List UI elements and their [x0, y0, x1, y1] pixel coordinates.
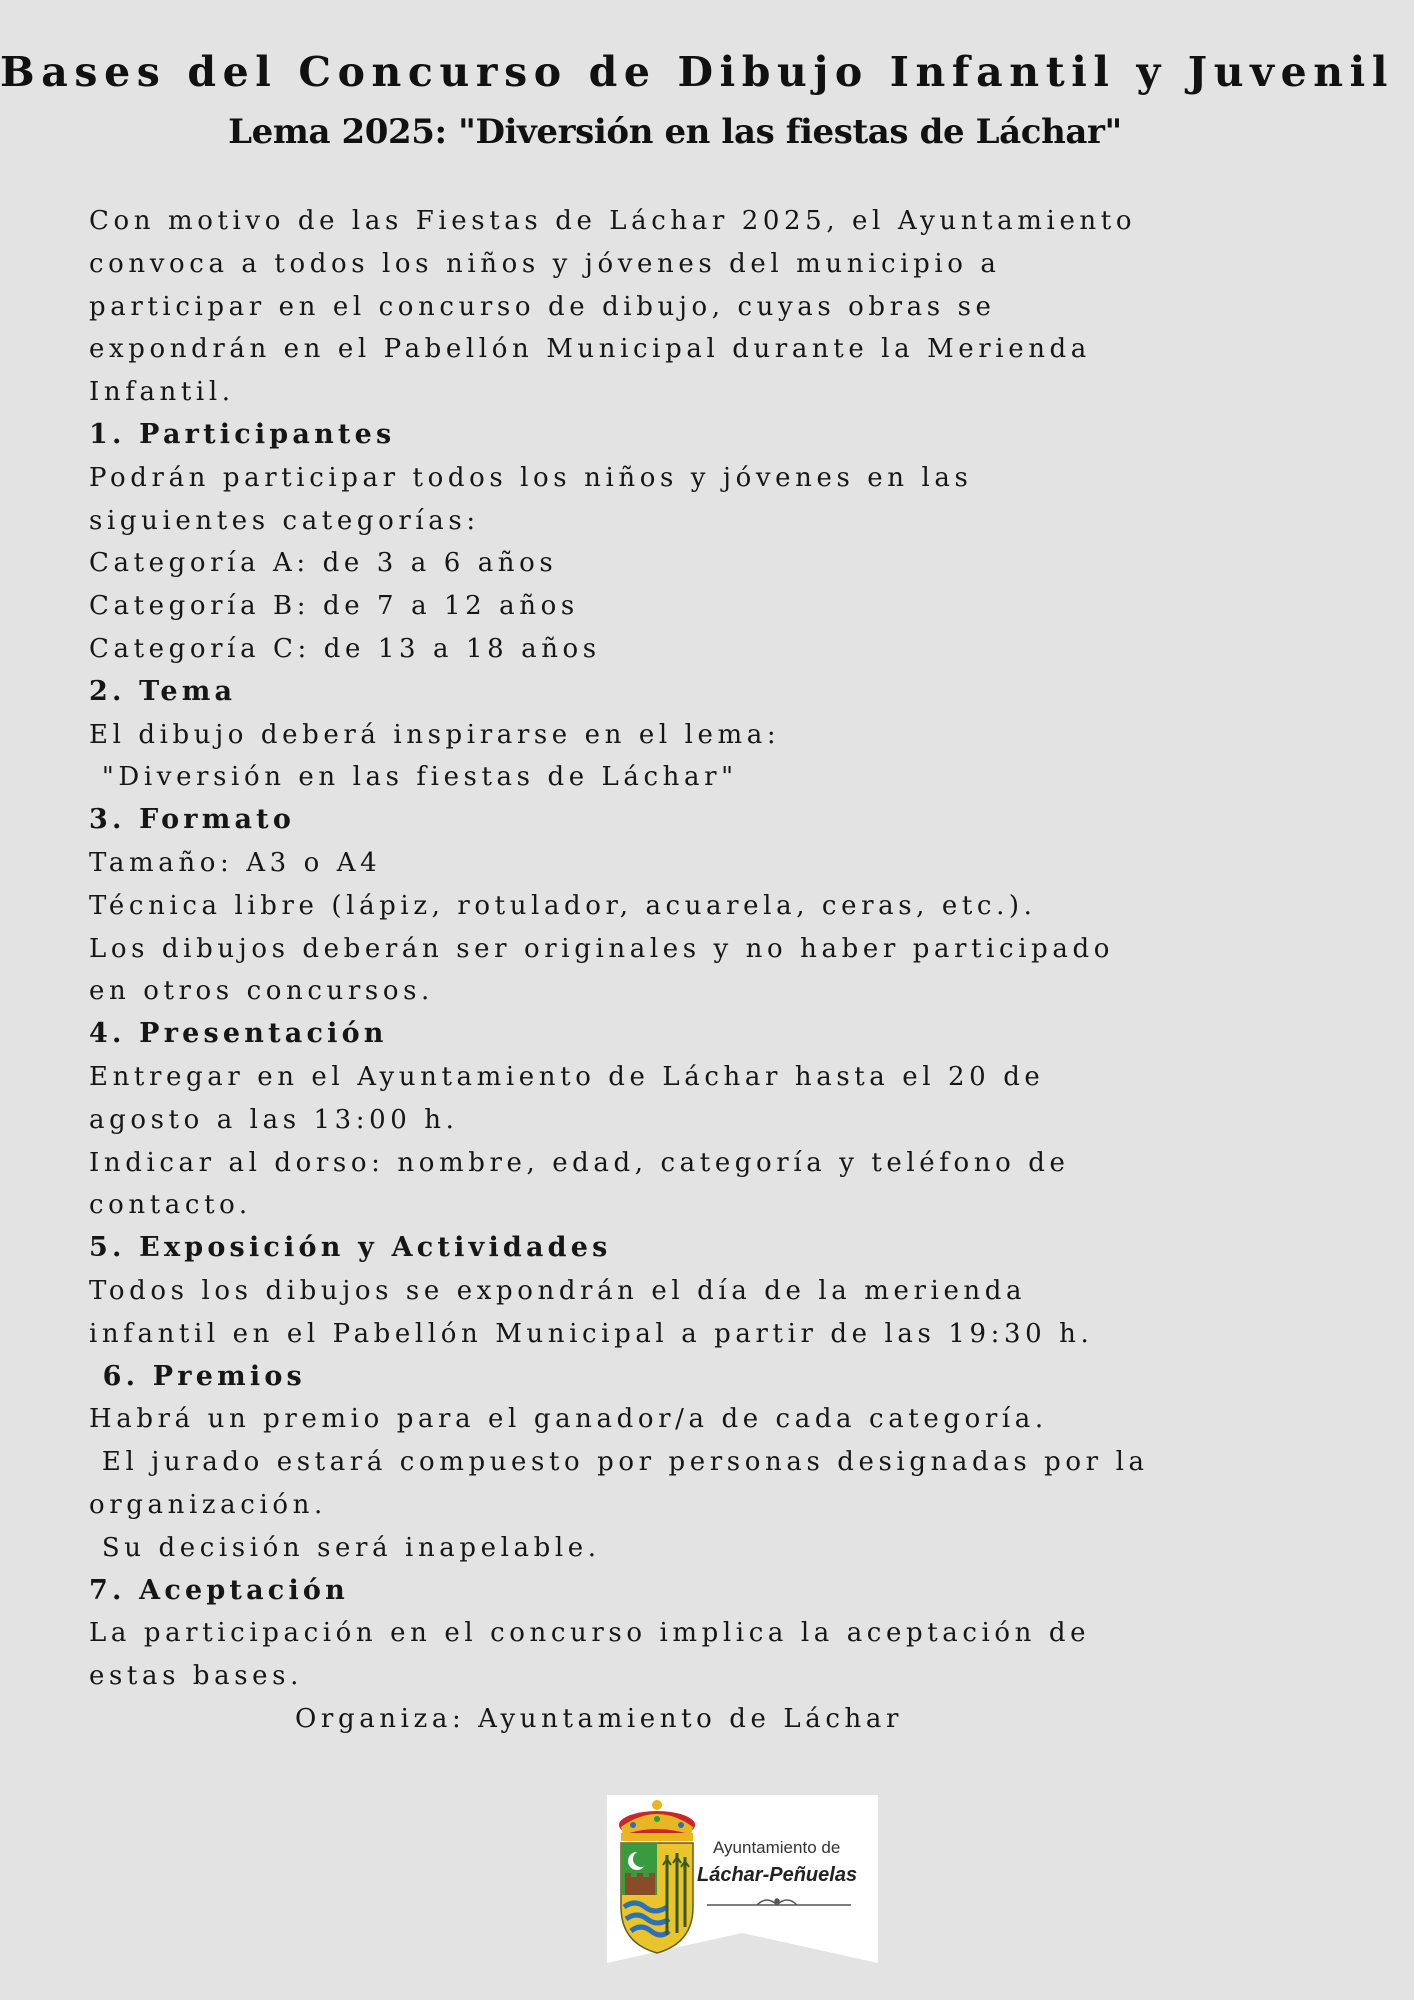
section-line: El dibujo deberá inspirarse en el lema:	[89, 719, 781, 750]
logo-text-line2: Láchar-Peñuelas	[697, 1864, 858, 1886]
section-line: agosto a las 13:00 h.	[89, 1104, 459, 1135]
section-heading-aceptacion: 7. Aceptación	[89, 1574, 349, 1606]
intro-line: convoca a todos los niños y jóvenes del municipio a	[89, 248, 1001, 279]
section-line: La participación en el concurso implica la aceptación de	[89, 1618, 1091, 1649]
intro-line: participar en el concurso de dibujo, cuyas obras se	[89, 291, 996, 322]
document-subtitle: Lema 2025: "Diversión en las fiestas de Láchar"	[228, 112, 1122, 152]
section-heading-premios: 6. Premios	[89, 1360, 306, 1392]
section-line: contacto.	[89, 1190, 252, 1221]
section-line: Podrán participar todos los niños y jóvenes en las	[89, 462, 973, 493]
section-line: organización.	[89, 1489, 327, 1520]
section-line: Los dibujos deberán ser originales y no haber participado	[89, 933, 1114, 964]
section-line: estas bases.	[89, 1661, 303, 1692]
section-line: Técnica libre (lápiz, rotulador, acuarela, ceras, etc.).	[89, 890, 1037, 921]
organizer-line: Organiza: Ayuntamiento de Láchar	[295, 1703, 903, 1734]
section-heading-exposicion: 5. Exposición y Actividades	[89, 1232, 612, 1264]
category-b-line: Categoría B: de 7 a 12 años	[89, 591, 579, 622]
section-line: Su decisión será inapelable.	[89, 1532, 601, 1563]
section-line: El jurado estará compuesto por personas designadas por la	[89, 1447, 1149, 1478]
section-line: Tamaño: A3 o A4	[89, 847, 382, 878]
logo-text-line1: Ayuntamiento de	[713, 1838, 841, 1857]
section-heading-formato: 3. Formato	[89, 804, 296, 836]
category-c-line: Categoría C: de 13 a 18 años	[89, 633, 601, 664]
section-heading-presentacion: 4. Presentación	[89, 1018, 388, 1050]
section-line: Habrá un premio para el ganador/a de cada categoría.	[89, 1404, 1048, 1435]
section-line: en otros concursos.	[89, 976, 434, 1007]
section-line: Todos los dibujos se expondrán el día de la merienda	[89, 1275, 1027, 1306]
municipal-coat-of-arms-icon	[607, 1795, 878, 1963]
municipality-logo	[607, 1795, 878, 1963]
intro-line: expondrán en el Pabellón Municipal durante la Merienda	[89, 334, 1091, 365]
section-line: Indicar al dorso: nombre, edad, categoría y teléfono de	[89, 1147, 1070, 1178]
motto-line: "Diversión en las fiestas de Láchar"	[89, 762, 738, 793]
intro-line: Infantil.	[89, 377, 235, 408]
section-heading-participantes: 1. Participantes	[89, 418, 396, 450]
section-line: siguientes categorías:	[89, 505, 480, 536]
section-line: infantil en el Pabellón Municipal a partir de las 19:30 h.	[89, 1318, 1094, 1349]
shield-icon	[621, 1843, 693, 1953]
section-line: Entregar en el Ayuntamiento de Láchar hasta el 20 de	[89, 1061, 1045, 1092]
document-title: Bases del Concurso de Dibujo Infantil y Juvenil	[0, 48, 1395, 96]
document-body	[89, 200, 1339, 1741]
section-heading-tema: 2. Tema	[89, 675, 237, 707]
category-a-line: Categoría A: de 3 a 6 años	[89, 548, 558, 579]
intro-line: Con motivo de las Fiestas de Láchar 2025, el Ayuntamiento	[89, 206, 1137, 236]
